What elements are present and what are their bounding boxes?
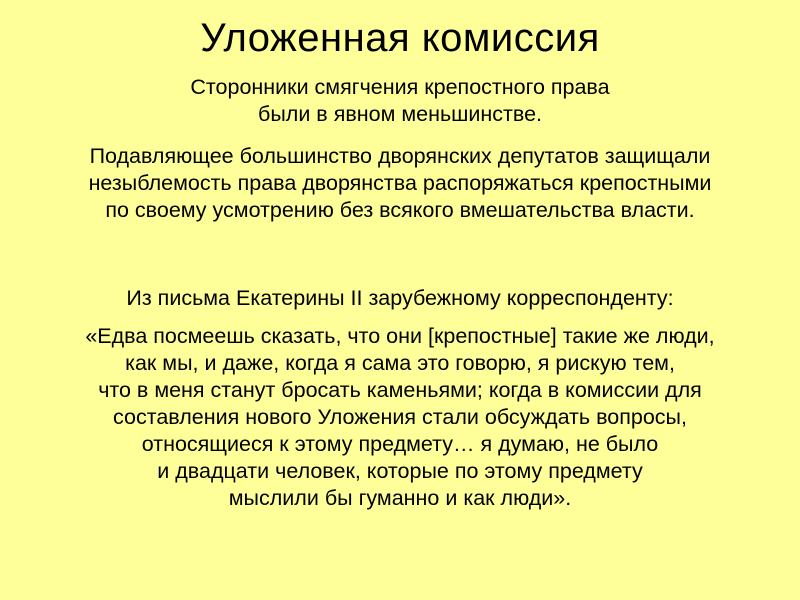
- quote-text: [4, 323, 796, 512]
- source-heading: [4, 285, 796, 312]
- text-line: мыслили бы гуманно и как люди».: [228, 486, 572, 510]
- paragraph-majority: [4, 143, 796, 224]
- text-line: по своему усмотрению без всякого вмешательства власти.: [105, 198, 695, 222]
- text-line: составления нового Уложения стали обсуждать вопросы,: [113, 405, 687, 429]
- text-line: Из письма Екатерины II зарубежному корреспонденту:: [126, 286, 674, 310]
- text-line: были в явном меньшинстве.: [258, 102, 542, 126]
- text-line: относящиеся к этому предмету… я думаю, не было: [141, 432, 659, 456]
- text-line: что в меня станут бросать каменьями; когда в комиссии для: [98, 378, 702, 402]
- text-line: как мы, и даже, когда я сама это говорю, я рискую тем,: [125, 351, 675, 375]
- text-line: Сторонники смягчения крепостного права: [190, 75, 610, 99]
- text-line: «Едва посмеешь сказать, что они [крепостные] такие же люди,: [85, 324, 715, 348]
- paragraph-minority: [4, 74, 796, 128]
- text-line: незыблемость права дворянства распоряжаться крепостными: [88, 171, 712, 195]
- text-line: и двадцати человек, которые по этому предмету: [157, 459, 643, 483]
- slide-title: Уложенная комиссия: [200, 16, 600, 60]
- text-line: Подавляющее большинство дворянских депутатов защищали: [89, 144, 711, 168]
